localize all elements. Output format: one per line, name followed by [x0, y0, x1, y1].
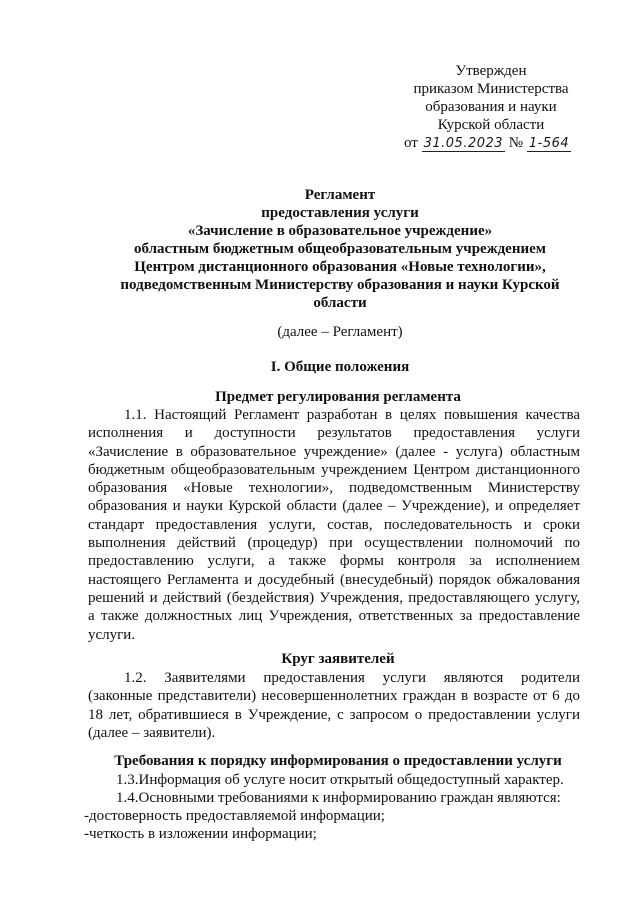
paragraph-line: услуги. — [88, 626, 136, 643]
from-prefix: от — [404, 135, 418, 151]
title-line: подведомственным Министерству образования и науки Курской — [120, 277, 560, 293]
requirements-list — [84, 807, 584, 844]
approval-date-number-line — [396, 134, 586, 153]
title-line: предоставления услуги — [261, 205, 419, 221]
approval-line: образования и науки — [425, 99, 557, 115]
approval-stamp-block — [396, 62, 586, 153]
document-title — [60, 186, 620, 312]
paragraph-1-1 — [88, 406, 580, 644]
paragraph-line: «Зачисление в образовательное учреждение» (далее - услуга) областным — [88, 443, 580, 460]
paragraph-line: решений и действий (бездействия) Учреждения, предоставляющего услугу, — [88, 589, 580, 606]
paragraph-1-3 — [88, 771, 588, 808]
paragraph-line: стандарт предоставления услуги, состав, последовательность и сроки — [88, 516, 580, 533]
paragraph-line: выполнения действий (процедур) при осуществлении полномочий по — [88, 535, 580, 552]
paragraph-line: 1.4.Основными требованиями к информированию граждан являются: — [116, 790, 561, 807]
paragraph-line: 1.3.Информация об услуге носит открытый общедоступный характер. — [116, 772, 564, 788]
list-item: -четкость в изложении информации; — [84, 826, 317, 843]
section-heading: I. Общие положения — [270, 359, 410, 375]
title-line: области — [313, 295, 367, 311]
title-line: «Зачисление в образовательное учреждение» — [187, 223, 493, 239]
paragraph-line: 1.1. Настоящий Регламент разработан в целях повышения качества — [124, 407, 580, 423]
title-subnote: (далее – Регламент) — [277, 324, 403, 340]
subheading-subject: Предмет регулирования регламента — [215, 389, 461, 405]
subheading-information-requirements: Требования к порядку информирования о предоставлении услуги — [114, 753, 562, 769]
paragraph-line: (далее – заявители). — [88, 724, 216, 741]
paragraph-line: а также должностных лиц Учреждения, ответственных за предоставление — [88, 608, 580, 625]
paragraph-line: образования «Новые технологии», подведомственным Министерству — [88, 480, 580, 497]
title-line: областным бюджетным общеобразовательным учреждением — [134, 241, 546, 257]
approval-line: Курской области — [437, 117, 545, 133]
handwritten-date: 31.05.2023 — [423, 136, 504, 151]
paragraph-line: предоставлению услуги, а также формы контроля за исполнением — [88, 553, 580, 570]
paragraph-line: 18 лет, обратившиеся в Учреждение, с запросом о предоставлении услуги — [88, 706, 580, 723]
approval-line: приказом Министерства — [413, 81, 569, 97]
paragraph-line: (законные представители) несовершеннолетних граждан в возрасте от 6 до — [88, 688, 580, 705]
approval-line: Утвержден — [455, 63, 527, 79]
paragraph-line: образования и науки Курской области (далее – Учреждение), и определяет — [88, 498, 580, 515]
subheading-applicants: Круг заявителей — [281, 651, 395, 667]
paragraph-line: исполнения и доступности результатов предоставления услуги — [88, 425, 580, 442]
paragraph-line: настоящего Регламента и досудебный (внесудебный) порядок обжалования — [88, 571, 580, 588]
title-line: Центром дистанционного образования «Новые технологии», — [134, 259, 546, 275]
list-item: -достоверность предоставляемой информации; — [84, 808, 385, 824]
paragraph-line: 1.2. Заявителями предоставления услуги являются родители — [124, 670, 580, 686]
number-sign: № — [508, 135, 524, 151]
title-line: Регламент — [304, 187, 376, 203]
handwritten-number: 1-564 — [528, 136, 570, 151]
paragraph-line: бюджетным общеобразовательным учреждением Центром дистанционного — [88, 461, 580, 478]
paragraph-1-2 — [88, 669, 580, 742]
